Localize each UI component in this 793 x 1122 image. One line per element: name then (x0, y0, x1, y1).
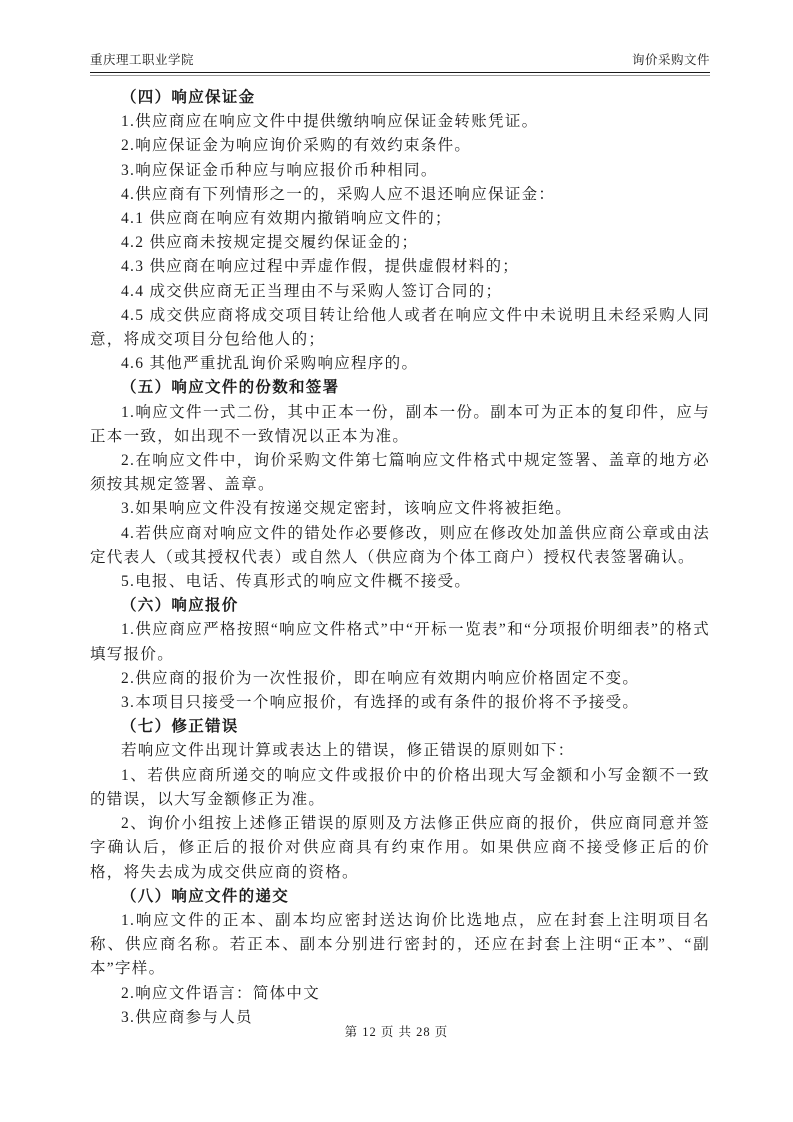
paragraph: 2.在响应文件中，询价采购文件第七篇响应文件格式中规定签署、盖章的地方必须按其规定签署、盖章。 (90, 452, 710, 494)
paragraph: 2.响应保证金为响应询价采购的有效约束条件。 (121, 137, 472, 155)
paragraph: 4.4 成交供应商无正当理由不与采购人签订合同的； (121, 282, 503, 300)
header-right-title: 询价采购文件 (631, 53, 710, 67)
paragraph: 1.供应商应严格按照“响应文件格式”中“开标一览表”和“分项报价明细表”的格式填写报价。 (90, 621, 710, 663)
paragraph: 1.响应文件的正本、副本均应密封送达询价比选地点，应在封套上注明项目名称、供应商名称。若正本、副本分别进行密封的，还应在封套上注明“正本”、“副本”字样。 (90, 911, 710, 978)
paragraph: 3.供应商参与人员 (121, 1008, 253, 1026)
paragraph: 2.响应文件语言：简体中文 (121, 984, 321, 1002)
section-heading: （四）响应保证金 (121, 89, 256, 106)
paragraph: 4.5 成交供应商将成交项目转让给他人或者在响应文件中未说明且未经采购人同意，将成交项目分包给他人的； (90, 306, 710, 349)
section-heading: （五）响应文件的份数和签署 (121, 379, 340, 397)
paragraph: 1.响应文件一式二份，其中正本一份，副本一份。副本可为正本的复印件，应与正本一致，如出现不一致情况以正本为准。 (90, 403, 710, 445)
paragraph: 4.6 其他严重扰乱询价采购响应程序的。 (121, 355, 419, 373)
paragraph: 3.本项目只接受一个响应报价，有选择的或有条件的报价将不予接受。 (121, 694, 640, 712)
paragraph: 4.1 供应商在响应有效期内撤销响应文件的； (121, 210, 452, 228)
paragraph: 1、若供应商所递交的响应文件或报价中的价格出现大写金额和小写金额不一致的错误，以大写金额修正为准。 (90, 766, 710, 808)
paragraph: 3.响应保证金币种应与响应报价币种相同。 (121, 161, 438, 179)
paragraph: 4.3 供应商在响应过程中弄虚作假，提供虚假材料的； (121, 258, 520, 276)
paragraph: 4.若供应商对响应文件的错处作必要修改，则应在修改处加盖供应商公章或由法定代表人（或其授权代表）或自然人（供应商为个体工商户）授权代表签署确认。 (90, 524, 710, 566)
paragraph: 2.供应商的报价为一次性报价，即在响应有效期内响应价格固定不变。 (121, 669, 640, 687)
page-number-label: 第 12 页 共 28 页 (344, 1025, 449, 1039)
section-heading: （七）修正错误 (121, 718, 239, 736)
paragraph: 4.供应商有下列情形之一的，采购人应不退还响应保证金： (121, 185, 556, 203)
paragraph: 4.2 供应商未按规定提交履约保证金的； (121, 234, 419, 252)
paragraph: 5.电报、电话、传真形式的响应文件概不接受。 (121, 573, 472, 591)
paragraph: 若响应文件出现计算或表达上的错误，修正错误的原则如下： (121, 742, 575, 760)
header-left-title: 重庆理工职业学院 (90, 53, 195, 67)
page-header (90, 52, 710, 76)
header-divider-dark (90, 72, 710, 73)
document-body (90, 86, 710, 1030)
header-divider-light (90, 75, 710, 76)
page-footer (0, 1022, 793, 1040)
paragraph: 2、询价小组按上述修正错误的原则及方法修正供应商的报价，供应商同意并签字确认后，修正后的报价对供应商具有约束作用。如果供应商不接受修正后的价格，将失去成为成交供应商的资格。 (90, 815, 710, 881)
paragraph: 1.供应商应在响应文件中提供缴纳响应保证金转账凭证。 (121, 113, 539, 131)
paragraph: 3.如果响应文件没有按递交规定密封，该响应文件将被拒绝。 (121, 500, 573, 518)
section-heading: （八）响应文件的递交 (121, 887, 290, 905)
section-heading: （六）响应报价 (121, 597, 239, 615)
